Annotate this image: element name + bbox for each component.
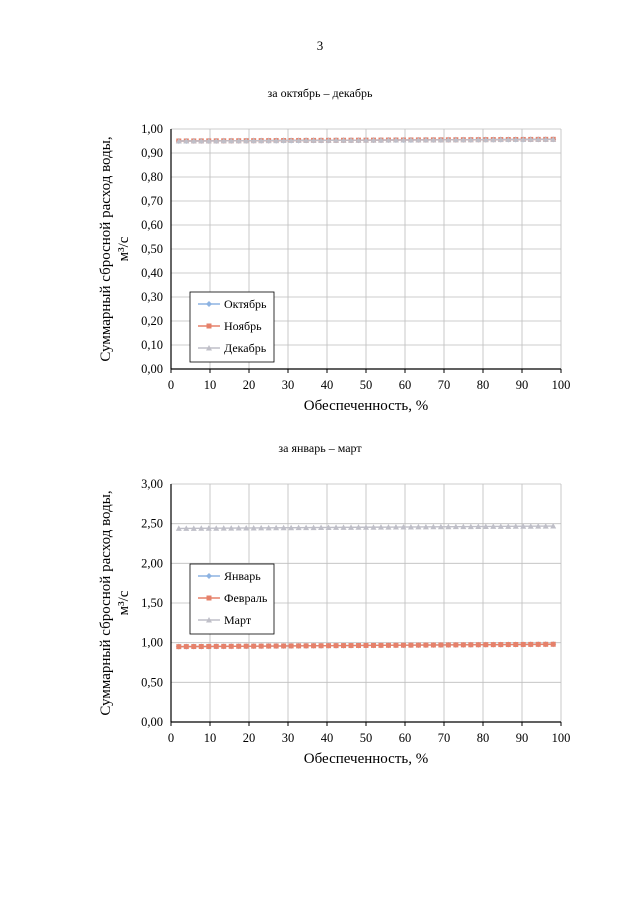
data-point: [438, 642, 443, 647]
data-point: [289, 643, 294, 648]
data-point: [191, 644, 196, 649]
y-tick-label: 0,80: [141, 170, 163, 184]
data-point: [453, 642, 458, 647]
data-point: [476, 642, 481, 647]
y-tick-label: 0,60: [141, 218, 163, 232]
data-point: [393, 643, 398, 648]
data-point: [513, 642, 518, 647]
data-point: [543, 642, 548, 647]
x-tick-label: 70: [437, 378, 451, 392]
x-tick-label: 20: [242, 731, 256, 745]
data-point: [206, 644, 211, 649]
y-tick-label: 0,10: [141, 338, 163, 352]
legend-swatch-marker: [207, 596, 212, 601]
x-tick-label: 0: [167, 731, 175, 745]
data-point: [386, 643, 391, 648]
data-point: [401, 643, 406, 648]
legend-label: Декабрь: [224, 341, 267, 355]
x-tick-label: 50: [359, 378, 373, 392]
data-point: [229, 644, 234, 649]
data-point: [311, 643, 316, 648]
data-point: [446, 642, 451, 647]
data-point: [221, 644, 226, 649]
y-tick-label: 1,00: [141, 122, 163, 136]
legend-label: Март: [224, 613, 252, 627]
y-axis-title-line1: Суммарный сбросной расход воды,: [98, 136, 114, 362]
y-tick-label: 1,50: [141, 596, 163, 610]
chart-jan-mar: [0, 465, 640, 775]
data-point: [498, 642, 503, 647]
y-tick-label: 2,00: [141, 556, 163, 571]
data-point: [266, 644, 271, 649]
data-point: [281, 643, 286, 648]
y-axis-title-line1: Суммарный сбросной расход воды,: [98, 490, 114, 716]
data-point: [236, 644, 241, 649]
data-point: [528, 642, 533, 647]
data-point: [483, 642, 488, 647]
y-axis-title-line2: м³/с: [116, 236, 132, 262]
x-tick-label: 60: [398, 378, 412, 392]
chart-title-jan-mar: за январь – март: [278, 441, 362, 455]
x-tick-label: 10: [203, 731, 217, 745]
x-tick-label: 50: [359, 731, 373, 745]
data-point: [423, 643, 428, 648]
legend-label: Ноябрь: [224, 319, 262, 333]
x-tick-label: 30: [281, 378, 295, 392]
data-point: [371, 643, 376, 648]
data-point: [431, 643, 436, 648]
y-tick-label: 0,50: [141, 242, 163, 256]
page-number: 3: [316, 38, 324, 53]
data-point: [356, 643, 361, 648]
legend-swatch-marker: [207, 324, 212, 329]
y-tick-label: 0,00: [141, 362, 163, 376]
data-point: [506, 642, 511, 647]
y-tick-label: 0,20: [141, 314, 163, 328]
chart-oct-dec: [0, 110, 640, 420]
data-point: [468, 642, 473, 647]
data-point: [176, 644, 181, 649]
data-point: [461, 642, 466, 647]
data-point: [334, 643, 339, 648]
x-tick-label: 80: [476, 731, 490, 745]
data-point: [521, 642, 526, 647]
x-tick-label: 90: [515, 731, 529, 745]
x-tick-label: 30: [281, 731, 295, 745]
x-tick-label: 90: [515, 378, 529, 392]
y-tick-label: 2,50: [141, 516, 163, 531]
x-axis-title: Обеспеченность, %: [303, 398, 429, 414]
x-tick-label: 60: [398, 731, 412, 745]
x-tick-label: 0: [167, 378, 175, 392]
data-point: [349, 643, 354, 648]
y-tick-label: 1,00: [141, 635, 163, 650]
data-point: [259, 644, 264, 649]
data-point: [304, 643, 309, 648]
legend-label: Январь: [224, 569, 261, 583]
y-tick-label: 0,90: [141, 146, 163, 160]
x-axis-title: Обеспеченность, %: [303, 751, 429, 767]
data-point: [274, 644, 279, 649]
y-tick-label: 0,40: [141, 266, 163, 280]
x-tick-label: 70: [437, 731, 451, 745]
legend-label: Февраль: [224, 591, 268, 605]
y-tick-label: 3,00: [141, 477, 163, 491]
x-tick-label: 80: [476, 378, 490, 392]
y-tick-label: 0,50: [141, 675, 163, 690]
x-tick-label: 10: [203, 378, 217, 392]
data-point: [408, 643, 413, 648]
x-tick-label: 40: [320, 378, 334, 392]
data-point: [378, 643, 383, 648]
y-tick-label: 0,00: [141, 715, 163, 729]
data-point: [184, 644, 189, 649]
legend-label: Октябрь: [224, 297, 267, 311]
data-point: [244, 644, 249, 649]
y-tick-label: 0,70: [141, 194, 163, 208]
data-point: [326, 643, 331, 648]
data-point: [296, 643, 301, 648]
data-point: [251, 644, 256, 649]
x-tick-label: 100: [551, 731, 571, 745]
data-point: [319, 643, 324, 648]
data-point: [364, 643, 369, 648]
data-point: [491, 642, 496, 647]
data-point: [214, 644, 219, 649]
data-point: [551, 642, 556, 647]
chart-title-oct-dec: за октябрь – декабрь: [267, 86, 373, 100]
x-tick-label: 100: [551, 378, 571, 392]
data-point: [536, 642, 541, 647]
y-axis-title-line2: м³/с: [116, 590, 132, 616]
y-tick-label: 0,30: [141, 290, 163, 304]
x-tick-label: 40: [320, 731, 334, 745]
data-point: [416, 643, 421, 648]
data-point: [341, 643, 346, 648]
data-point: [199, 644, 204, 649]
x-tick-label: 20: [242, 378, 256, 392]
